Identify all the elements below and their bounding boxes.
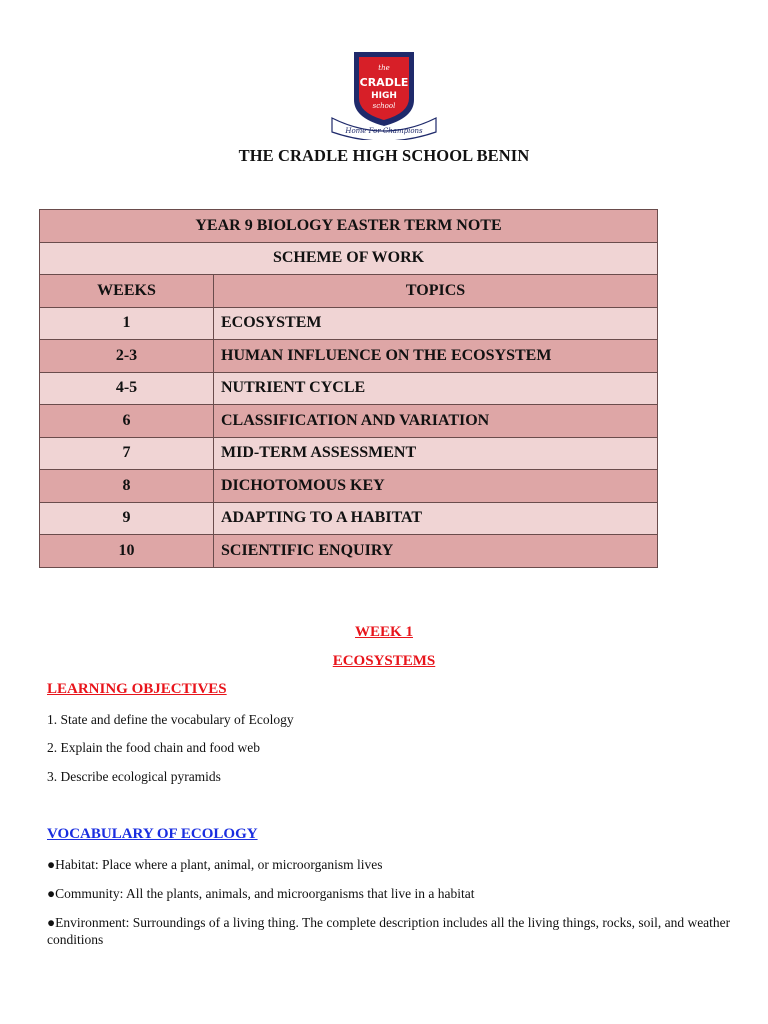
topic-cell: ECOSYSTEM xyxy=(214,307,658,340)
table-title-row xyxy=(40,210,658,243)
objective-item: 1. State and define the vocabulary of Ecology xyxy=(47,712,294,727)
week-cell: 8 xyxy=(40,470,214,503)
objective-item: 3. Describe ecological pyramids xyxy=(47,769,221,784)
topic-cell: DICHOTOMOUS KEY xyxy=(214,470,658,503)
school-logo xyxy=(326,48,442,140)
table-row xyxy=(40,437,658,470)
week-cell: 6 xyxy=(40,405,214,438)
svg-text:HIGH: HIGH xyxy=(371,91,397,101)
topic-cell: SCIENTIFIC ENQUIRY xyxy=(214,535,658,568)
week-cell: 4-5 xyxy=(40,372,214,405)
school-title: THE CRADLE HIGH SCHOOL BENIN xyxy=(238,146,530,165)
table-title: YEAR 9 BIOLOGY EASTER TERM NOTE xyxy=(40,210,658,243)
week-cell: 2-3 xyxy=(40,340,214,373)
table-subtitle-row xyxy=(40,242,658,275)
table-row xyxy=(40,307,658,340)
table-header-row xyxy=(40,275,658,308)
week-cell: 7 xyxy=(40,437,214,470)
vocabulary-item: ●Environment: Surroundings of a living thing. The complete description includes all the living things, rocks, soil, and weather conditions xyxy=(47,915,731,947)
column-header-topics: TOPICS xyxy=(214,275,658,308)
topic-cell: CLASSIFICATION AND VARIATION xyxy=(214,405,658,438)
table-row xyxy=(40,372,658,405)
table-row xyxy=(40,502,658,535)
svg-text:the: the xyxy=(378,64,390,72)
vocabulary-heading: VOCABULARY OF ECOLOGY xyxy=(47,826,258,842)
table-row xyxy=(40,405,658,438)
column-header-weeks: WEEKS xyxy=(40,275,214,308)
week-cell: 9 xyxy=(40,502,214,535)
topic-cell: NUTRIENT CYCLE xyxy=(214,372,658,405)
vocabulary-item: ●Habitat: Place where a plant, animal, or microorganism lives xyxy=(47,857,383,872)
svg-text:school: school xyxy=(372,102,396,110)
scheme-of-work-table xyxy=(39,209,658,568)
svg-text:CRADLE: CRADLE xyxy=(359,76,409,89)
table-subtitle: SCHEME OF WORK xyxy=(40,242,658,275)
week-heading: WEEK 1 xyxy=(355,624,413,640)
week-cell: 10 xyxy=(40,535,214,568)
table-row xyxy=(40,535,658,568)
svg-text:Home For Champions: Home For Champions xyxy=(345,127,423,135)
topic-cell: MID-TERM ASSESSMENT xyxy=(214,437,658,470)
learning-objectives-heading: LEARNING OBJECTIVES xyxy=(47,681,227,697)
week-topic-heading: ECOSYSTEMS xyxy=(332,653,436,669)
topic-cell: ADAPTING TO A HABITAT xyxy=(214,502,658,535)
week-cell: 1 xyxy=(40,307,214,340)
table-row xyxy=(40,340,658,373)
vocabulary-item: ●Community: All the plants, animals, and microorganisms that live in a habitat xyxy=(47,886,475,901)
table-row xyxy=(40,470,658,503)
topic-cell: HUMAN INFLUENCE ON THE ECOSYSTEM xyxy=(214,340,658,373)
objective-item: 2. Explain the food chain and food web xyxy=(47,740,260,755)
